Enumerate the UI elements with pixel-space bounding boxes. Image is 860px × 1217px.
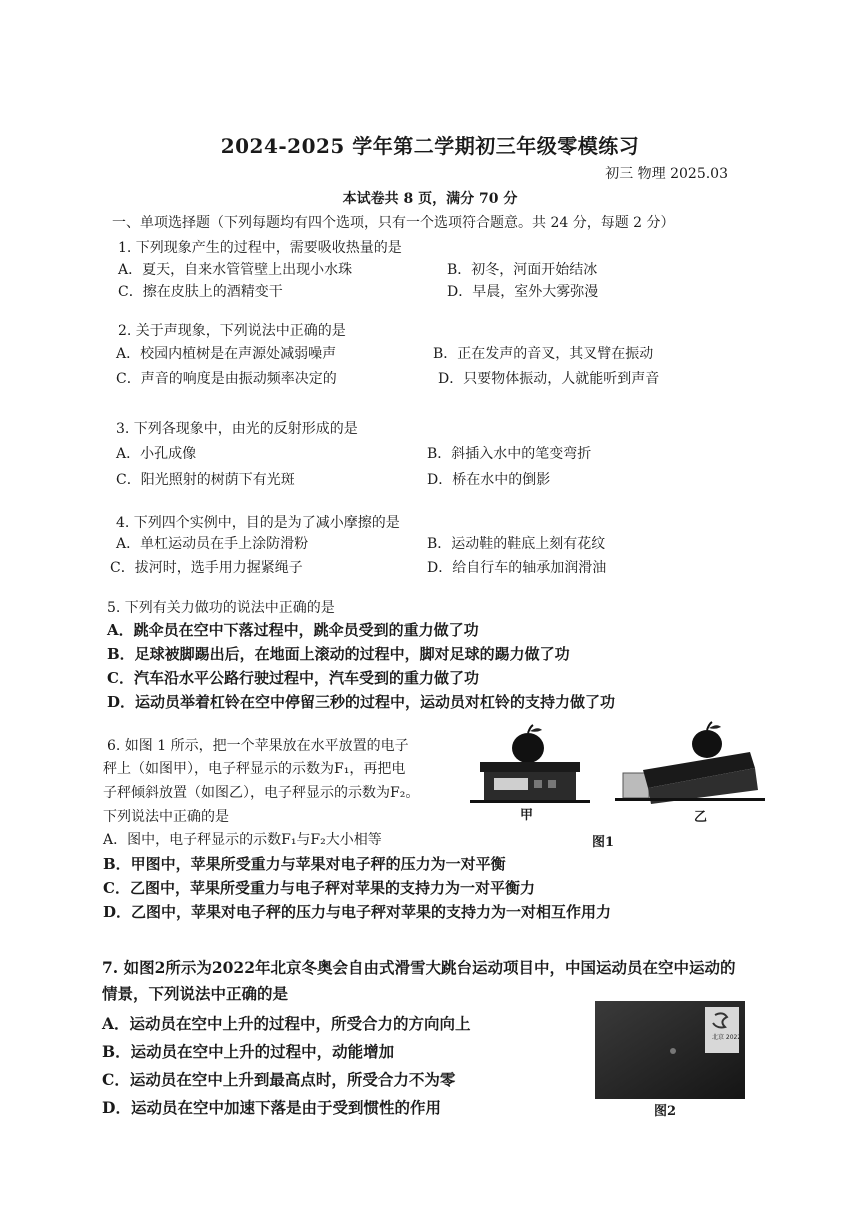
question-5-stem: 5. 下列有关力做功的说法中正确的是 [107, 600, 335, 616]
question-7-option-a: A．运动员在空中上升的过程中，所受合力的方向向上 [102, 1014, 471, 1033]
question-5-option-b: B．足球被脚踢出后，在地面上滚动的过程中，脚对足球的踢力做了功 [107, 645, 570, 663]
exam-info: 本试卷共 8 页，满分 70 分 [342, 191, 518, 207]
question-4-option-c: C．拔河时，选手用力握紧绳子 [110, 560, 303, 576]
section-heading: 一、单项选择题（下列每题均有四个选项，只有一个选项符合题意。共 24 分，每题 2 分） [112, 215, 675, 231]
question-7-stem-line-1: 7. 如图2所示为2022年北京冬奥会自由式滑雪大跳台运动项目中，中国运动员在空中运动的 [102, 958, 736, 977]
question-5-option-c: C．汽车沿水平公路行驶过程中，汽车受到的重力做了功 [107, 669, 479, 687]
question-6-stem-line-4: 下列说法中正确的是 [103, 809, 229, 825]
figure-1-scale-tilted [615, 718, 765, 818]
question-6-option-b: B．甲图中，苹果所受重力与苹果对电子秤的压力为一对平衡 [103, 855, 506, 873]
question-5-option-d: D．运动员举着杠铃在空中停留三秒的过程中，运动员对杠铃的支持力做了功 [107, 693, 616, 711]
question-1-stem: 1. 下列现象产生的过程中，需要吸收热量的是 [118, 240, 402, 256]
question-2-stem: 2. 关于声现象，下列说法中正确的是 [118, 323, 346, 339]
question-7-option-d: D．运动员在空中加速下落是由于受到惯性的作用 [102, 1098, 441, 1117]
question-3-stem: 3. 下列各现象中，由光的反射形成的是 [116, 421, 358, 437]
question-4-option-a: A．单杠运动员在手上涂防滑粉 [116, 536, 309, 552]
question-7-stem-line-2: 情景，下列说法中正确的是 [102, 984, 289, 1003]
page-title: 2024-2025 学年第二学期初三年级零模练习 [220, 134, 640, 158]
question-2-option-b: B．正在发声的音叉，其叉臂在振动 [433, 346, 654, 362]
figure-1-label-jia: 甲 [520, 808, 534, 823]
subject-line: 初三 物理 2025.03 [605, 166, 728, 182]
figure-2-photo [595, 1001, 745, 1099]
question-6-option-d: D．乙图中，苹果对电子秤的压力与电子秤对苹果的支持力为一对相互作用力 [103, 903, 612, 921]
question-1-option-d: D．早晨，室外大雾弥漫 [447, 284, 599, 300]
question-3-option-a: A．小孔成像 [116, 446, 197, 462]
question-4-option-d: D．给自行车的轴承加润滑油 [427, 560, 607, 576]
figure-2-photo-text: 北京 2022 [712, 1034, 742, 1041]
question-1-option-b: B．初冬，河面开始结冰 [447, 262, 598, 278]
question-3-option-c: C．阳光照射的树荫下有光斑 [116, 472, 295, 488]
question-4-option-b: B．运动鞋的鞋底上刻有花纹 [427, 536, 606, 552]
question-6-option-c: C．乙图中，苹果所受重力与电子秤对苹果的支持力为一对平衡力 [103, 879, 535, 897]
question-6-stem-line-3: 子秤倾斜放置（如图乙），电子秤显示的示数为F₂。 [103, 785, 420, 801]
question-3-option-b: B．斜插入水中的笔变弯折 [427, 446, 592, 462]
question-1-option-a: A．夏天，自来水管管壁上出现小水珠 [118, 262, 353, 278]
question-4-stem: 4. 下列四个实例中，目的是为了减小摩擦的是 [116, 515, 400, 531]
question-2-option-a: A．校园内植树是在声源处减弱噪声 [116, 346, 337, 362]
question-6-option-a: A．图中，电子秤显示的示数F₁与F₂大小相等 [103, 832, 382, 848]
figure-1-caption: 图1 [592, 835, 615, 850]
question-6-stem-line-1: 6. 如图 1 所示，把一个苹果放在水平放置的电子 [107, 738, 409, 754]
question-3-option-d: D．桥在水中的倒影 [427, 472, 551, 488]
figure-1-label-yi: 乙 [694, 810, 708, 825]
figure-2-caption: 图2 [654, 1104, 677, 1119]
question-1-option-c: C．擦在皮肤上的酒精变干 [118, 284, 283, 300]
question-2-option-c: C．声音的响度是由振动频率决定的 [116, 371, 337, 387]
question-7-option-c: C．运动员在空中上升到最高点时，所受合力不为零 [102, 1070, 456, 1089]
question-6-stem-line-2: 秤上（如图甲），电子秤显示的示数为F₁，再把电 [103, 761, 406, 777]
question-7-option-b: B．运动员在空中上升的过程中，动能增加 [102, 1042, 395, 1061]
question-2-option-d: D．只要物体振动，人就能听到声音 [438, 371, 660, 387]
question-5-option-a: A．跳伞员在空中下落过程中，跳伞员受到的重力做了功 [107, 621, 479, 639]
